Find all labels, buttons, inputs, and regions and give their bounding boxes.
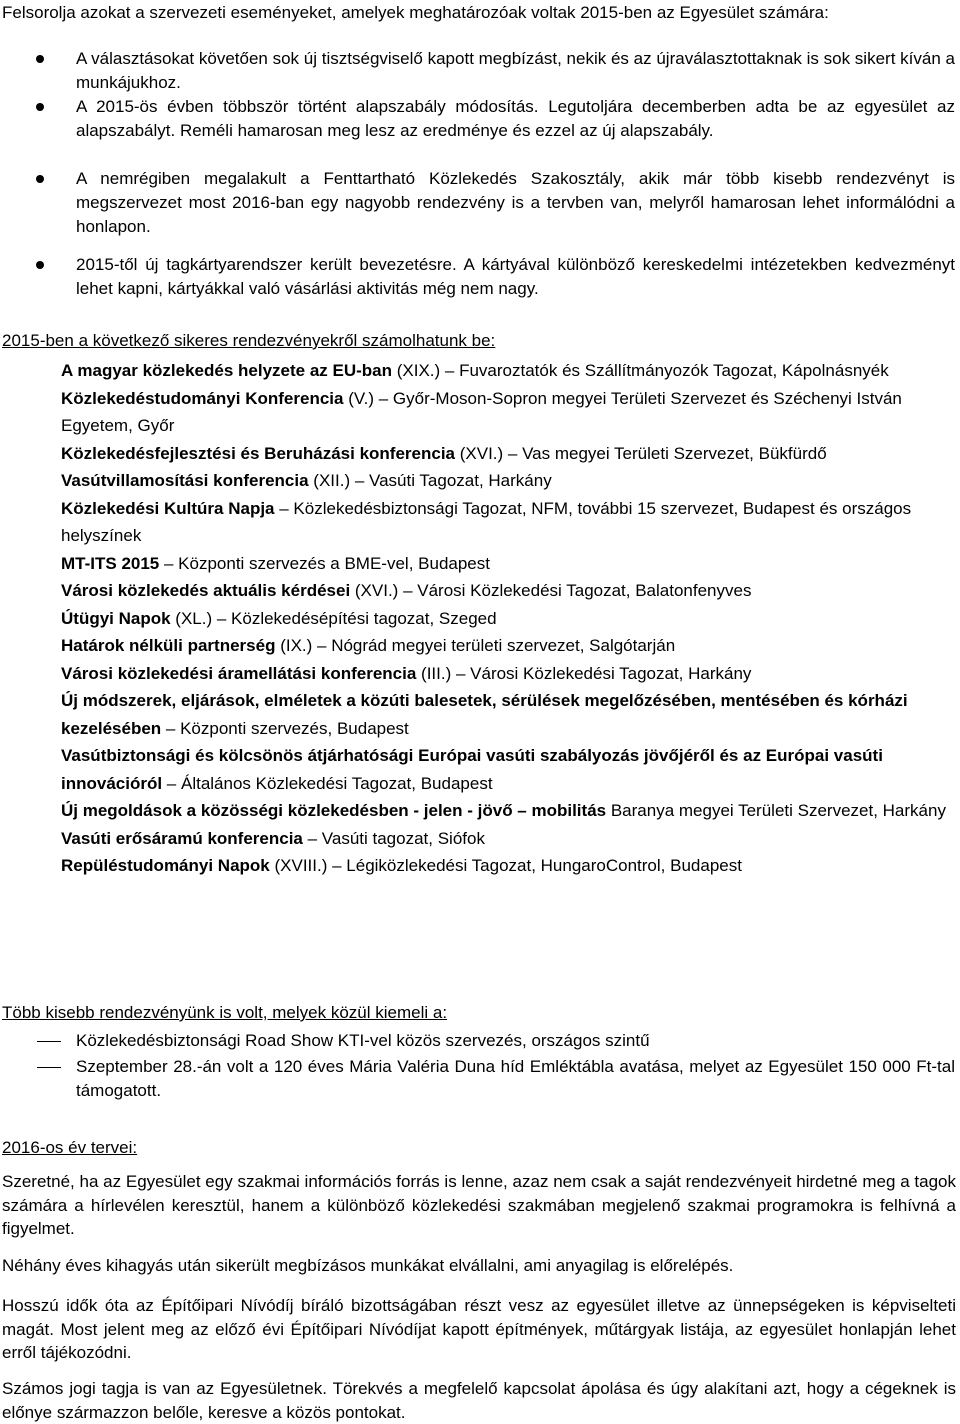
event-item (61, 605, 955, 633)
event-detail: (XL.) – Közlekedésépítési tagozat, Szeged (170, 608, 497, 628)
plans-paragraph: Hosszú idők óta az Építőipari Nívódíj bíráló bizottságában részt vesz az egyesület illetve az ünnepségeken is képviselteti magát. Most jelent meg az előző évi Építőipari Nívódíjat kapott építmények, műtárgyak listája, az egyesület honlapján lehet erről tájékozódni. (2, 1296, 956, 1362)
event-title: Vasútbiztonsági és kölcsönös átjárhatósági Európai vasúti szabályozás jövőjéről és az Európai vasúti innovációról (61, 746, 883, 793)
event-title: Közlekedéstudományi Konferencia (61, 388, 344, 408)
intro-paragraph: Felsorolja azokat a szervezeti eseményeket, amelyek meghatározóak voltak 2015-ben az Egyesület számára: (2, 3, 829, 22)
event-item (61, 577, 955, 605)
list-item (0, 1029, 955, 1053)
list-item-text: Szeptember 28.-án volt a 120 éves Mária Valéria Duna híd Emléktábla avatása, melyet az Egyesület 150 000 Ft-tal támogatott. (76, 1057, 955, 1100)
event-item (61, 495, 955, 550)
event-detail: – Általános Közlekedési Tagozat, Budapest (162, 773, 493, 793)
bullet-icon (36, 175, 44, 183)
event-title: Közlekedési Kultúra Napja (61, 498, 275, 518)
event-item (61, 797, 955, 825)
plans-paragraph: Néhány éves kihagyás után sikerült megbízásos munkákat elvállalni, ami anyagilag is előrelépés. (2, 1256, 734, 1275)
dash-icon (37, 1067, 61, 1068)
events-heading: 2015-ben a következő sikeres rendezvényekről számolhatunk be: (2, 331, 496, 350)
event-title: Új módszerek, eljárások, elméletek a közúti balesetek, sérülések megelőzésében, mentésében és kórházi kezelésében (61, 691, 908, 738)
bullet-icon (36, 55, 44, 63)
event-title: Közlekedésfejlesztési és Beruházási konferencia (61, 443, 456, 463)
event-detail: (IX.) – Nógrád megyei területi szervezet, Salgótarján (275, 636, 676, 655)
list-item (0, 95, 955, 167)
event-title: Vasúti erősáramú konferencia (61, 828, 303, 848)
event-title: Vasútvillamosítási konferencia (61, 471, 309, 490)
event-item (61, 825, 955, 853)
event-detail: – Vasúti tagozat, Siófok (302, 828, 485, 848)
list-item (0, 253, 955, 301)
event-item (61, 550, 955, 578)
list-item-text: Közlekedésbiztonsági Road Show KTI-vel közös szervezés, országos szintű (76, 1031, 650, 1050)
event-title: Határok nélküli partnerség (61, 636, 276, 655)
event-item (61, 742, 955, 797)
event-item (61, 385, 955, 440)
dash-icon (37, 1041, 61, 1042)
event-title: Városi közlekedés aktuális kérdései (61, 581, 351, 600)
event-detail: – Közlekedésbiztonsági Tagozat, NFM, további 15 szervezet, Budapest és országos helyszínek (61, 498, 912, 545)
event-detail: – Központi szervezés a BME-vel, Budapest (159, 553, 490, 573)
event-detail: (V.) – Győr-Moson-Sopron megyei Területi Szervezet és Széchenyi István Egyetem, Győr (61, 388, 902, 435)
event-item (61, 632, 955, 660)
list-item-text: A nemrégiben megalakult a Fenttartható Közlekedés Szakosztály, akik már több kisebb rendezvényt is megszervezet most 2016-ban egy nagyobb rendezvény is a tervben van, melyről hamarosan lehet informálódni a honlapon. (76, 169, 955, 236)
event-detail: (III.) – Városi Közlekedési Tagozat, Harkány (416, 663, 752, 683)
event-detail: (XVIII.) – Légiközlekedési Tagozat, HungaroControl, Budapest (269, 856, 742, 875)
event-detail: (XII.) – Vasúti Tagozat, Harkány (308, 471, 552, 490)
event-item (61, 440, 955, 468)
event-item (61, 687, 955, 742)
event-item (61, 357, 955, 385)
list-item (0, 47, 955, 95)
event-detail: (XIX.) – Fuvaroztatók és Szállítmányozók Tagozat, Kápolnásnyék (392, 361, 889, 380)
event-item (61, 467, 955, 495)
organizational-events-list (0, 47, 955, 301)
event-detail: Baranya megyei Területi Szervezet, Harkány (606, 801, 946, 820)
list-item-text: 2015-től új tagkártyarendszer került bevezetésre. A kártyával különböző kereskedelmi intézetekben kedvezményt lehet kapni, kártyákkal való vásárlási aktivitás még nem nagy. (76, 255, 955, 298)
event-title: A magyar közlekedés helyzete az EU-ban (61, 361, 393, 380)
list-item-text: A 2015-ös évben többször történt alapszabály módosítás. Legutoljára decemberben adta be az egyesület az alapszabályt. Reméli hamarosan meg lesz az eredménye és ezzel az új alapszabály. (76, 97, 955, 140)
event-detail: – Központi szervezés, Budapest (161, 718, 409, 738)
list-item (0, 167, 955, 253)
plans-paragraph: Szeretné, ha az Egyesület egy szakmai információs forrás is lenne, azaz nem csak a saját rendezvényeit hirdetné meg a tagok számára a hírlevélen keresztül, hanem a különböző közlekedési szakmában megjelenő szakmai programokra is felhívná a figyelmet. (2, 1172, 956, 1238)
event-title: Útügyi Napok (61, 608, 171, 628)
plans-heading: 2016-os év tervei: (2, 1138, 138, 1157)
plans-paragraph: Számos jogi tagja is van az Egyesületnek. Törekvés a megfelelő kapcsolat ápolása és úgy alakítani azt, hogy a cégeknek is előnye származzon belőle, keresve a közös pontokat. (2, 1379, 956, 1422)
event-item (61, 852, 955, 880)
event-title: MT-ITS 2015 (61, 553, 160, 573)
event-detail: (XVI.) – Városi Közlekedési Tagozat, Balatonfenyves (350, 581, 752, 600)
event-detail: (XVI.) – Vas megyei Területi Szervezet, Bükfürdő (455, 443, 827, 463)
bullet-icon (36, 103, 44, 111)
list-item (0, 1055, 955, 1103)
bullet-icon (36, 261, 44, 269)
event-title: Új megoldások a közösségi közlekedésben - jelen - jövő – mobilitás (61, 801, 607, 820)
small-events-heading: Több kisebb rendezvényünk is volt, melyek közül kiemeli a: (2, 1003, 448, 1022)
event-title: Repüléstudományi Napok (61, 856, 270, 875)
event-title: Városi közlekedési áramellátási konferencia (61, 663, 417, 683)
list-item-text: A választásokat követően sok új tisztségviselő kapott megbízást, nekik és az újraválasztottaknak is sok sikert kíván a munkájukhoz. (76, 49, 955, 92)
events-list (61, 357, 955, 880)
event-item (61, 660, 955, 688)
small-events-list (0, 1029, 955, 1103)
